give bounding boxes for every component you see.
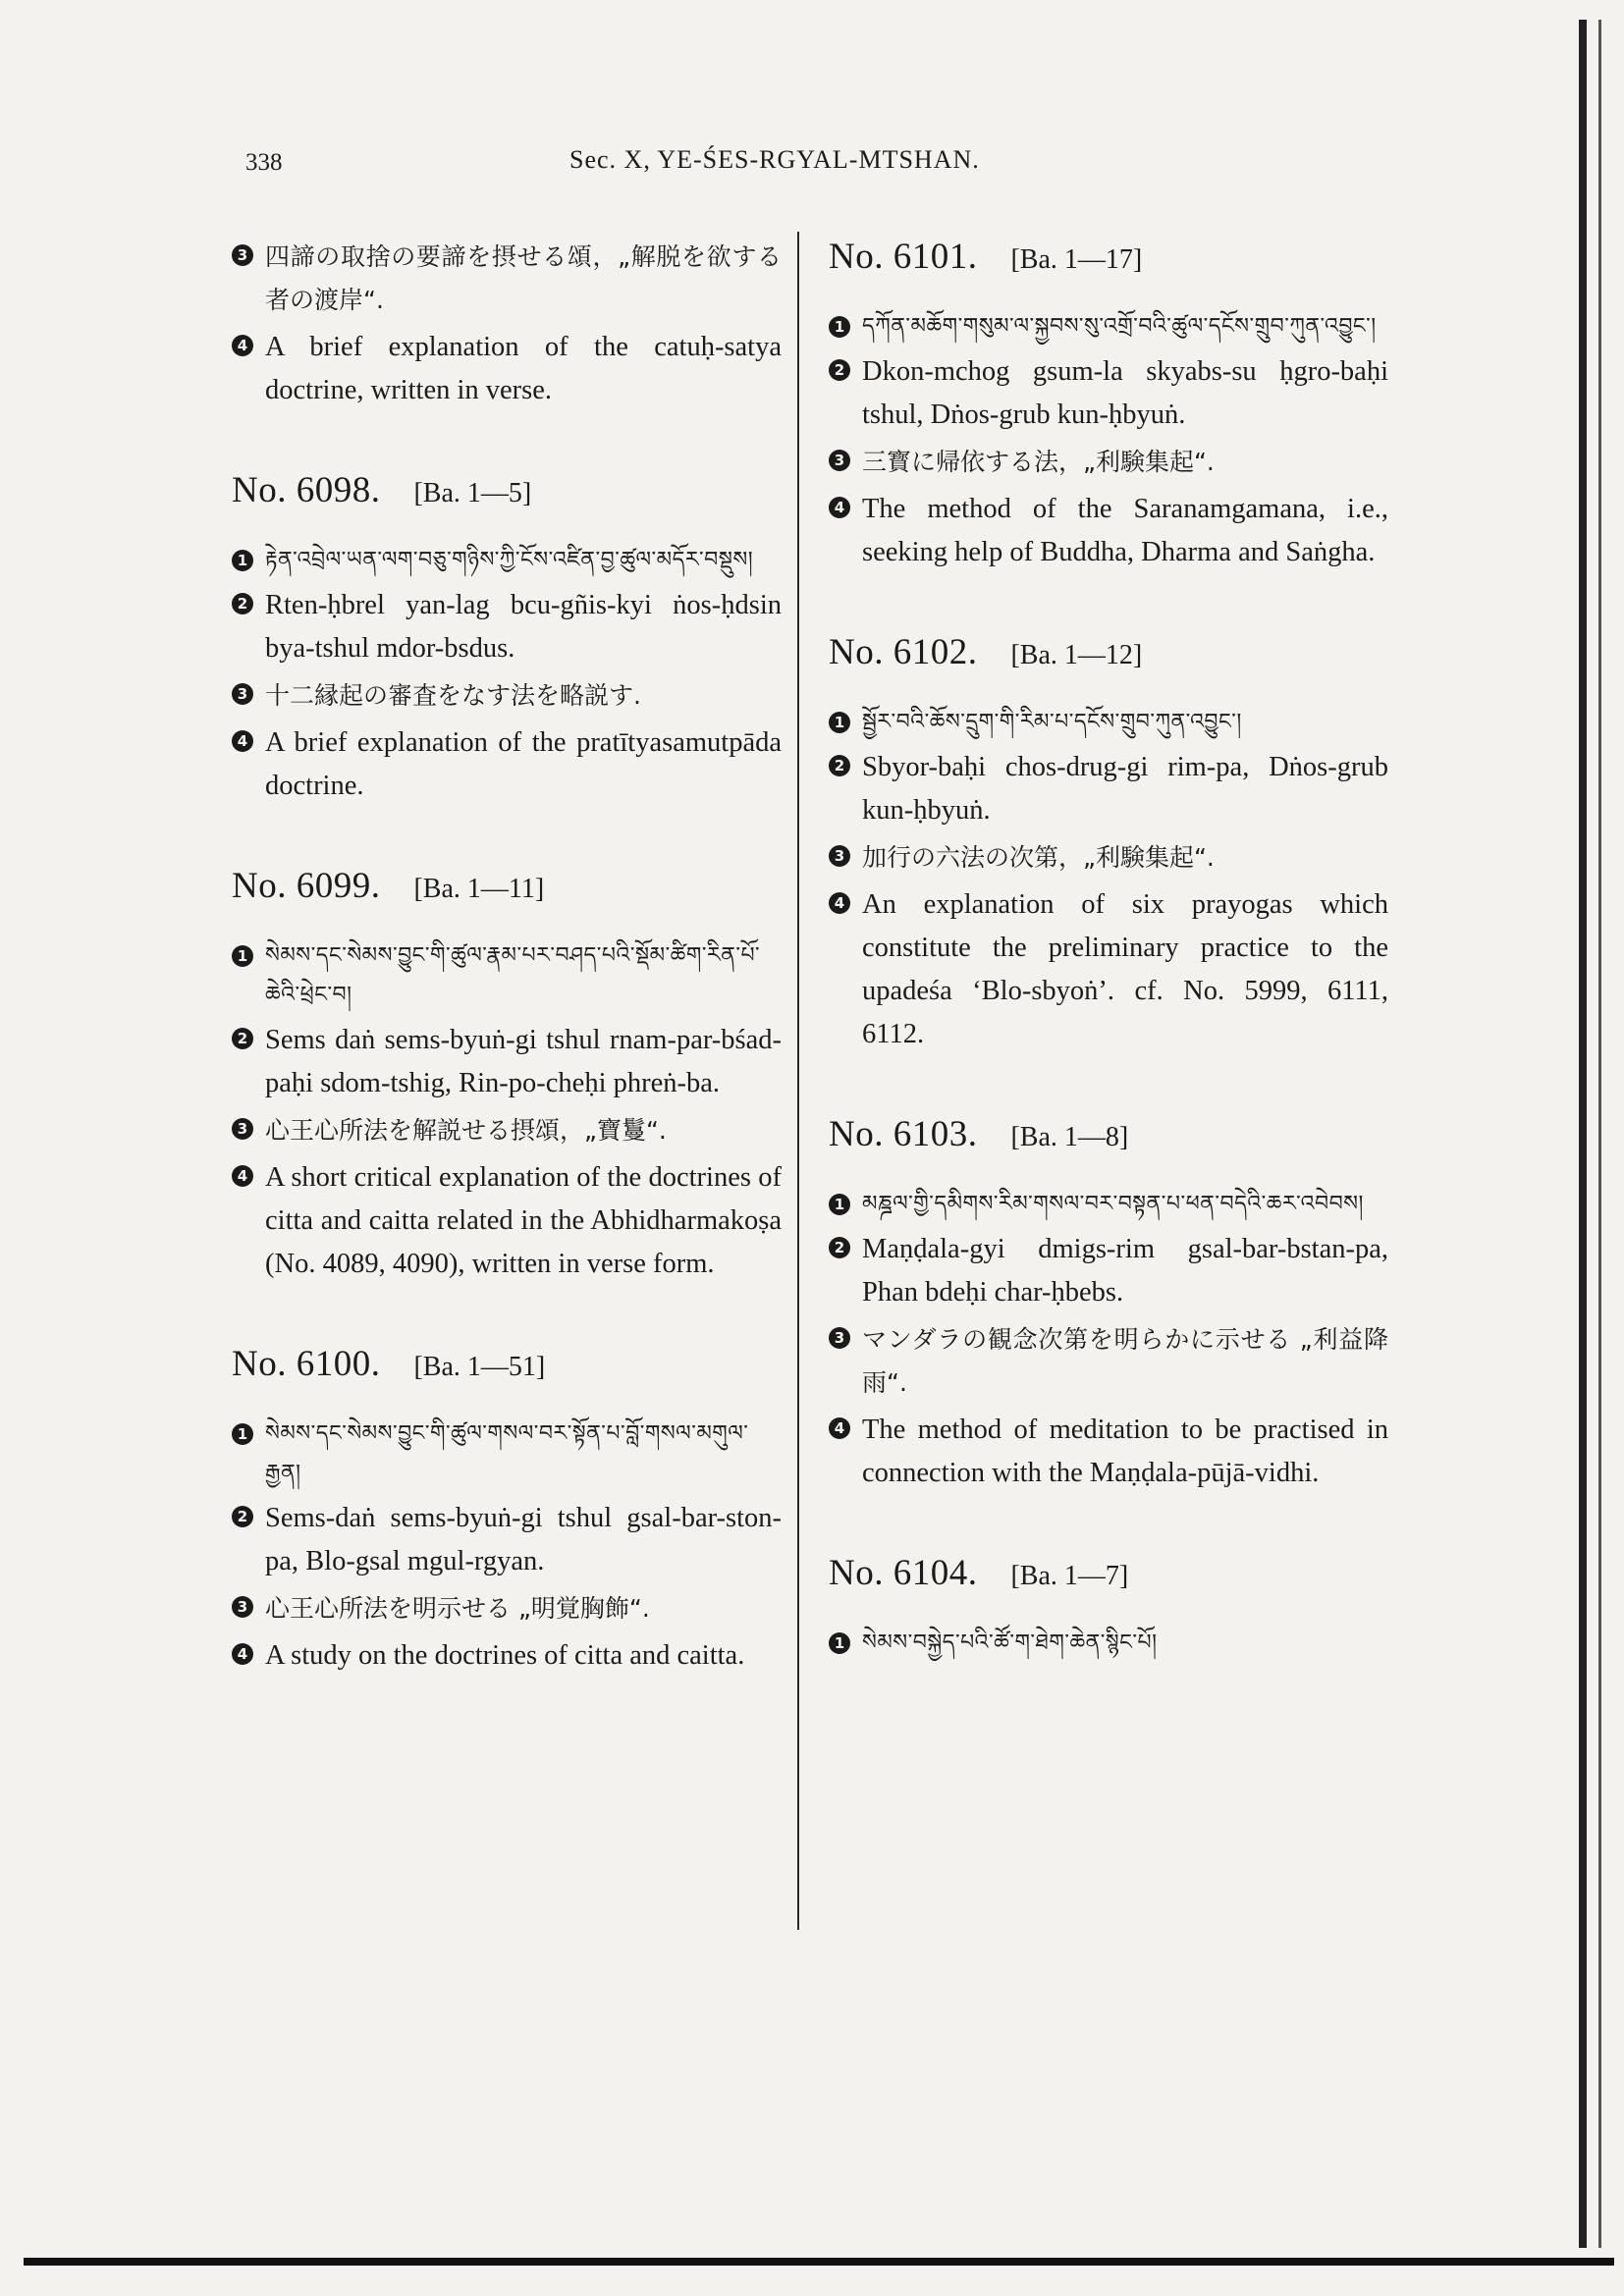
entry-line: [829, 836, 1388, 880]
line-number-badge: 3: [232, 683, 253, 705]
japanese-title: 四諦の取捨の要諦を摂せる頌，„解脱を欲する者の渡岸“.: [265, 242, 782, 314]
line-number-badge: 3: [829, 1327, 850, 1349]
line-number-badge: 2: [232, 1028, 253, 1049]
line-number-badge: 1: [232, 1423, 253, 1445]
entry-line: [232, 1634, 782, 1678]
entry-line: [232, 541, 782, 580]
entry-line: [232, 674, 782, 718]
line-number-badge: 2: [232, 593, 253, 614]
column-divider: [797, 232, 799, 1930]
entry-line: [232, 236, 782, 322]
english-text: A short critical explanation of the doctrines of citta and caitta related in the Abhidharmakoṣa (No. 4089, 4090), written in verse form.: [265, 1162, 782, 1279]
page-header: [0, 145, 1624, 185]
bottom-rule: [24, 2258, 1614, 2266]
entry-line: [829, 488, 1388, 574]
entry-line: [829, 746, 1388, 832]
entry-line: [829, 1624, 1388, 1663]
line-number-badge: 2: [829, 755, 850, 776]
japanese-title: 心王心所法を明示せる „明覚胸飾“.: [265, 1594, 650, 1623]
entry-line: [232, 1156, 782, 1286]
line-number-badge: 4: [232, 335, 253, 356]
catalog-entry: [232, 865, 782, 1286]
left-column: [232, 236, 782, 1735]
entry-line: [232, 584, 782, 670]
english-text: Rten-ḥbrel yan-lag bcu-gñis-kyi ṅos-ḥdsin bya-tshul mdor-bsdus.: [265, 590, 782, 664]
line-number-badge: 3: [232, 1596, 253, 1618]
entry-line: [829, 1318, 1388, 1405]
entry-number: No. 6103.: [829, 1114, 978, 1154]
tibetan-title: སེམས་བསྐྱེད་པའི་ཚོ་ག་ཐེག་ཆེན་སྙིང་པོ།: [862, 1630, 1158, 1655]
catalog-entry: [829, 236, 1388, 574]
japanese-title: マンダラの観念次第を明らかに示せる „利益降雨“.: [862, 1325, 1388, 1397]
catalog-entry: [829, 631, 1388, 1056]
japanese-title: 十二縁起の審査をなす法を略説す.: [265, 681, 641, 710]
entry-reference: [Ba. 1—7]: [1010, 1561, 1129, 1591]
line-number-badge: 3: [232, 1118, 253, 1140]
line-number-badge: 1: [829, 712, 850, 733]
catalog-entry: [232, 236, 782, 412]
entry-line: [232, 1019, 782, 1105]
entry-line: [829, 441, 1388, 484]
entry-number: No. 6100.: [232, 1344, 381, 1384]
line-number-badge: 1: [232, 550, 253, 571]
line-number-badge: 4: [829, 1417, 850, 1439]
line-number-badge: 2: [829, 359, 850, 381]
entry-heading: [829, 1552, 1388, 1594]
entry-number: No. 6102.: [829, 632, 978, 672]
line-number-badge: 1: [232, 945, 253, 967]
entry-reference: [Ba. 1—8]: [1010, 1122, 1129, 1152]
entry-line: [232, 1415, 782, 1493]
entry-line: [829, 1185, 1388, 1224]
page-number: 338: [245, 149, 283, 176]
entry-heading: [829, 1113, 1388, 1155]
entry-number: No. 6101.: [829, 237, 978, 277]
english-text: A brief explanation of the pratītyasamutpāda doctrine.: [265, 727, 782, 801]
entry-heading: [232, 469, 782, 511]
entry-line: [232, 1109, 782, 1152]
english-text: An explanation of six prayogas which constitute the preliminary practice to the upadeśa ‘Blo-sbyoṅ’. cf. No. 5999, 6111, 6112.: [862, 889, 1388, 1049]
line-number-badge: 1: [829, 1194, 850, 1215]
entry-reference: [Ba. 1—12]: [1010, 640, 1143, 670]
page-edge-shadow-inner: [1598, 20, 1601, 2248]
entry-line: [232, 936, 782, 1015]
tibetan-title: མཎྜལ་གྱི་དམིགས་རིམ་གསལ་བར་བསྟན་པ་ཕན་བདེའི་ཆར་འབེབས།: [862, 1192, 1364, 1216]
page-edge-shadow: [1579, 20, 1587, 2248]
tibetan-title: དཀོན་མཆོག་གསུམ་ལ་སྐྱབས་སུ་འགྲོ་བའི་ཚུལ་དངོས་གྲུབ་ཀུན་འབྱུང་།: [862, 314, 1377, 339]
line-number-badge: 2: [829, 1237, 850, 1258]
tibetan-title: སེམས་དང་སེམས་བྱུང་གི་ཚུལ་རྣམ་པར་བཤད་པའི་སྡོམ་ཚིག་རིན་པོ་ཆེའི་ཕྲེང་བ།: [265, 943, 761, 1007]
entry-number: No. 6098.: [232, 470, 381, 510]
english-text: Sbyor-baḥi chos-drug-gi rim-pa, Dṅos-grub kun-ḥbyuṅ.: [862, 752, 1388, 826]
entry-line: [829, 883, 1388, 1056]
catalog-entry: [232, 469, 782, 808]
english-text: Maṇḍala-gyi dmigs-rim gsal-bar-bstan-pa, Phan bdeḥi char-ḥbebs.: [862, 1234, 1388, 1308]
catalog-entry: [829, 1552, 1388, 1663]
japanese-title: 心王心所法を解説せる摂頌，„寶鬘“.: [265, 1116, 667, 1145]
line-number-badge: 2: [232, 1506, 253, 1527]
entry-line: [232, 1497, 782, 1583]
entry-line: [829, 703, 1388, 742]
entry-line: [829, 1409, 1388, 1495]
line-number-badge: 4: [829, 497, 850, 518]
entry-line: [232, 1587, 782, 1630]
english-text: Sems daṅ sems-byuṅ-gi tshul rnam-par-bśad-paḥi sdom-tshig, Rin-po-cheḥi phreṅ-ba.: [265, 1025, 782, 1098]
line-number-badge: 3: [232, 244, 253, 266]
catalog-entry: [232, 1343, 782, 1678]
entry-number: No. 6099.: [232, 866, 381, 906]
english-text: A study on the doctrines of citta and caitta.: [265, 1640, 745, 1671]
english-text: The method of the Saranamgamana, i.e., seeking help of Buddha, Dharma and Saṅgha.: [862, 494, 1388, 567]
english-text: A brief explanation of the catuḥ-satya doctrine, written in verse.: [265, 332, 782, 405]
entry-reference: [Ba. 1—51]: [413, 1352, 546, 1382]
english-text: Dkon-mchog gsum-la skyabs-su ḥgro-baḥi tshul, Dṅos-grub kun-ḥbyuṅ.: [862, 356, 1388, 430]
line-number-badge: 4: [232, 730, 253, 752]
tibetan-title: སྦྱོར་བའི་ཆོས་དྲུག་གི་རིམ་པ་དངོས་གྲུབ་ཀུན་འབྱུང་།: [862, 710, 1242, 734]
tibetan-title: སེམས་དང་སེམས་བྱུང་གི་ཚུལ་གསལ་བར་སྟོན་པ་བློ་གསལ་མགུལ་རྒྱན།: [265, 1421, 749, 1485]
catalog-entry: [829, 1113, 1388, 1495]
line-number-badge: 4: [232, 1165, 253, 1187]
english-text: The method of meditation to be practised in connection with the Maṇḍala-pūjā-vidhi.: [862, 1415, 1388, 1488]
entry-heading: [232, 1343, 782, 1385]
line-number-badge: 3: [829, 450, 850, 471]
line-number-badge: 1: [829, 316, 850, 338]
tibetan-title: རྟེན་འབྲེལ་ཡན་ལག་བཅུ་གཉིས་ཀྱི་ངོས་འཛིན་བྱ་ཚུལ་མདོར་བསྡུས།: [265, 548, 754, 572]
entry-heading: [829, 236, 1388, 278]
running-head: Sec. X, YE-ŚES-RGYAL-MTSHAN.: [569, 145, 980, 174]
entry-reference: [Ba. 1—11]: [413, 874, 545, 904]
entry-line: [232, 721, 782, 808]
japanese-title: 三寳に帰依する法，„利験集起“.: [862, 448, 1215, 476]
line-number-badge: 1: [829, 1632, 850, 1654]
entry-number: No. 6104.: [829, 1553, 978, 1593]
right-column: [829, 236, 1388, 1720]
english-text: Sems-daṅ sems-byuṅ-gi tshul gsal-bar-ston-pa, Blo-gsal mgul-rgyan.: [265, 1503, 782, 1576]
line-number-badge: 4: [829, 892, 850, 914]
entry-line: [829, 1228, 1388, 1314]
line-number-badge: 4: [232, 1643, 253, 1665]
entry-heading: [232, 865, 782, 907]
japanese-title: 加行の六法の次第，„利験集起“.: [862, 843, 1215, 872]
entry-line: [232, 326, 782, 412]
entry-reference: [Ba. 1—17]: [1010, 244, 1143, 275]
entry-line: [829, 350, 1388, 437]
line-number-badge: 3: [829, 845, 850, 867]
entry-line: [829, 307, 1388, 347]
entry-reference: [Ba. 1—5]: [413, 478, 532, 508]
entry-heading: [829, 631, 1388, 673]
